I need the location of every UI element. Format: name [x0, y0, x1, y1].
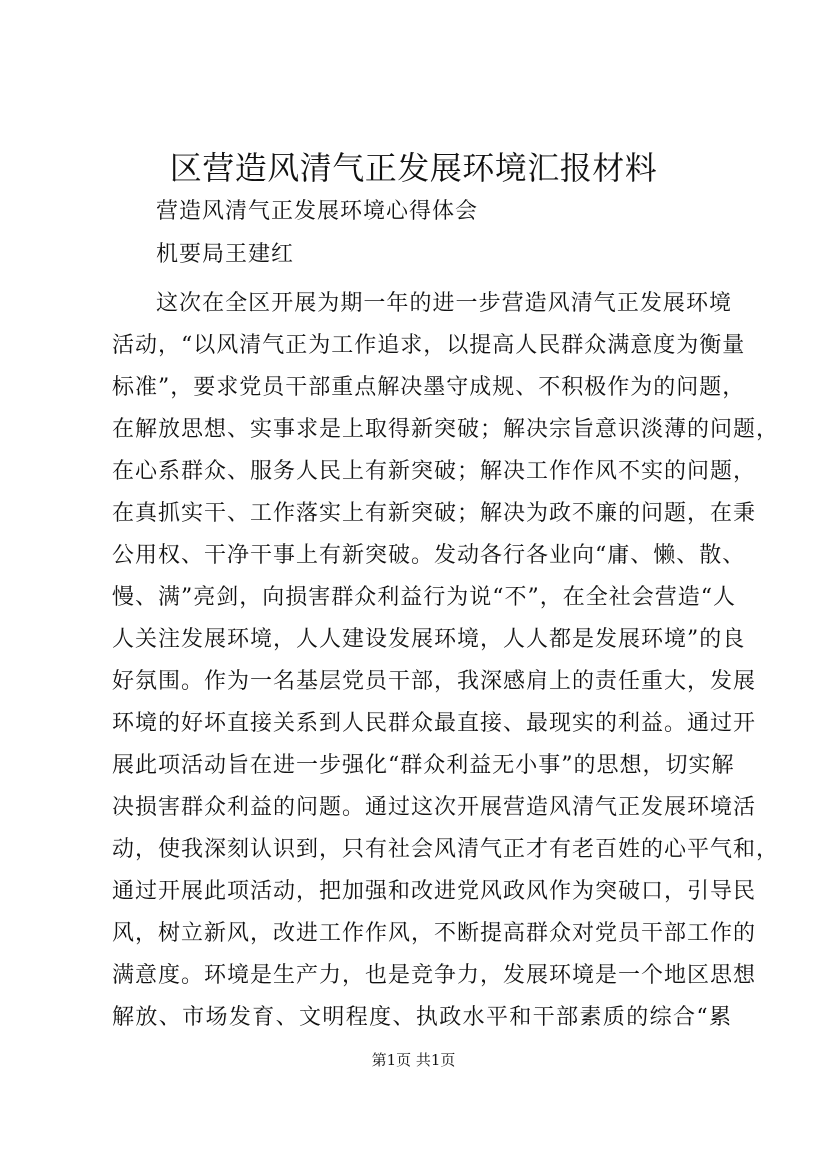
body-line: 慢、满”亮剑，向损害群众利益行为说“不”，在全社会营造“人: [112, 585, 736, 610]
body-line: 好氛围。作为一名基层党员干部，我深感肩上的责任重大，发展: [112, 669, 757, 694]
body-line: 这次在全区开展为期一年的进一步营造风清气正发展环境: [156, 291, 732, 316]
body-line: 人关注发展环境，人人建设发展环境，人人都是发展环境”的良: [112, 627, 746, 652]
body-line: 满意度。环境是生产力，也是竞争力，发展环境是一个地区思想: [112, 963, 757, 988]
document-author: 机要局王建红: [156, 242, 295, 267]
body-line: 决损害群众利益的问题。通过这次开展营造风清气正发展环境活: [112, 795, 757, 820]
body-line: 动，使我深刻认识到，只有社会风清气正才有老百姓的心平气和，: [112, 837, 780, 862]
body-line: 风，树立新风，改进工作作风，不断提高群众对党员干部工作的: [112, 921, 757, 946]
body-line: 在解放思想、实事求是上取得新突破；解决宗旨意识淡薄的问题，: [112, 417, 780, 442]
body-line: 展此项活动旨在进一步强化“群众利益无小事”的思想，切实解: [112, 753, 735, 778]
body-line: 公用权、干净干事上有新突破。发动各行各业向“庸、懒、散、: [112, 543, 746, 568]
body-line: 通过开展此项活动，把加强和改进党风政风作为突破口，引导民: [112, 879, 757, 904]
body-line: 在真抓实干、工作落实上有新突破；解决为政不廉的问题，在秉: [112, 501, 757, 526]
body-line: 在心系群众、服务人民上有新突破；解决工作作风不实的问题，: [112, 459, 757, 484]
body-line: 解放、市场发育、文明程度、执政水平和干部素质的综合“累: [112, 1005, 732, 1030]
body-line: 标准”，要求党员干部重点解决墨守成规、不积极作为的问题，: [112, 375, 746, 400]
document-subtitle: 营造风清气正发展环境心得体会: [156, 199, 479, 224]
document-body: [112, 283, 780, 1039]
document-title: 区营造风清气正发展环境汇报材料: [169, 149, 658, 187]
body-line: 环境的好坏直接关系到人民群众最直接、最现实的利益。通过开: [112, 711, 757, 736]
body-line: 活动，“以风清气正为工作追求，以提高人民群众满意度为衡量: [112, 333, 746, 358]
page-number-footer: 第1页 共1页: [371, 1051, 456, 1069]
